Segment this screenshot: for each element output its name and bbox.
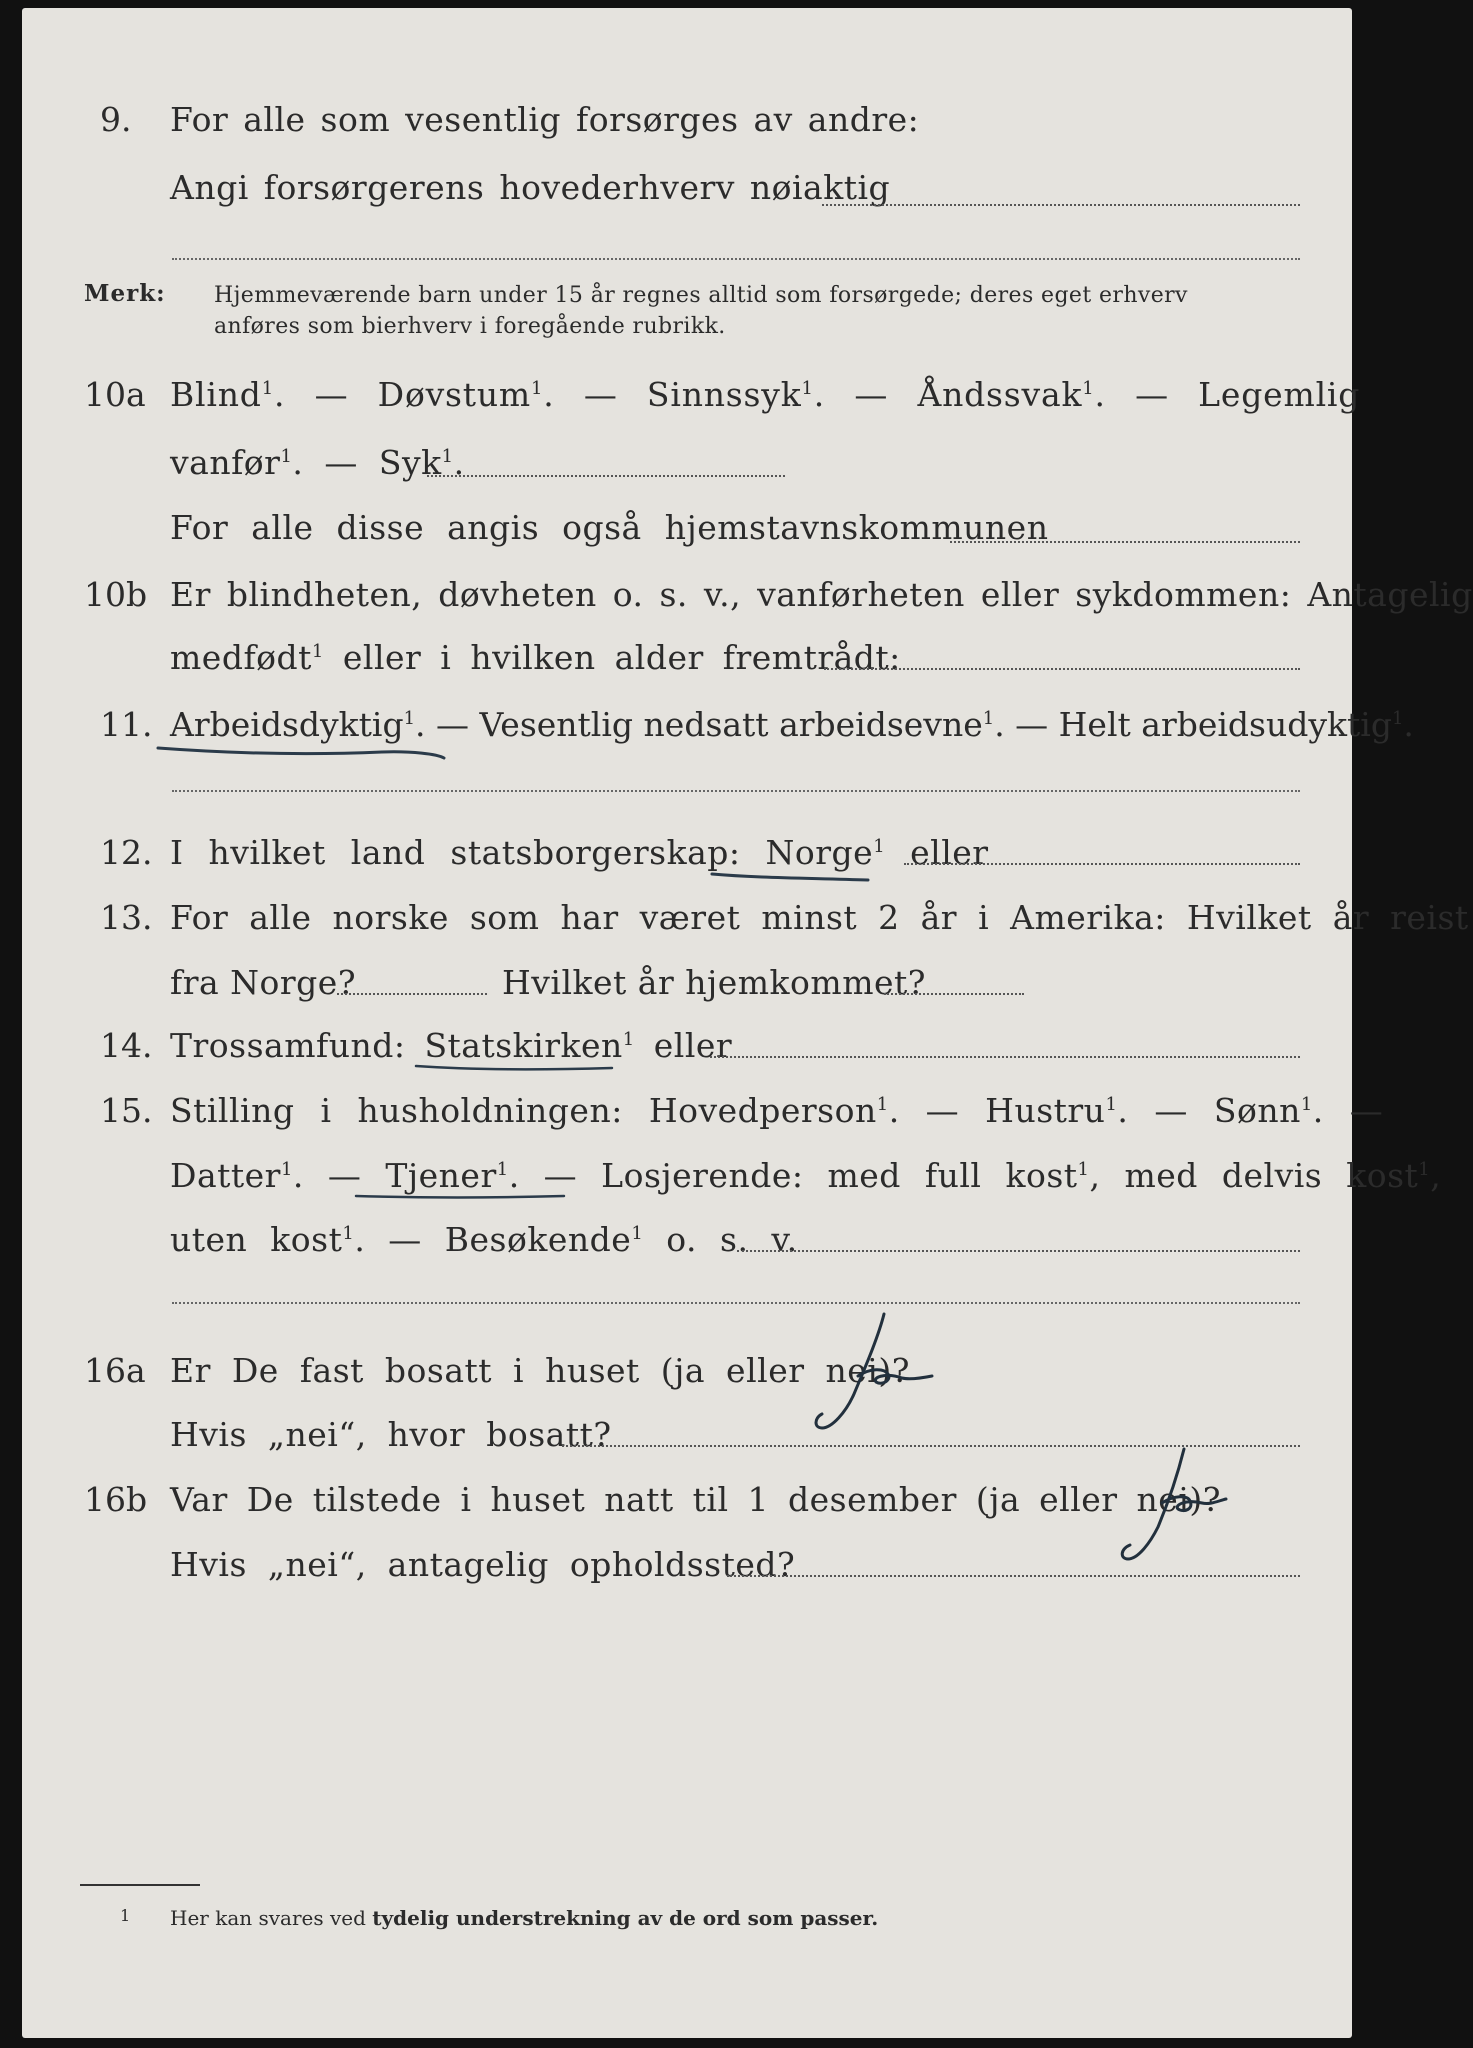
text: , med delvis kost bbox=[1089, 1156, 1419, 1195]
q16b-number: 16b bbox=[84, 1480, 148, 1519]
q12-line bbox=[170, 833, 989, 872]
footnote-ref: 1 bbox=[311, 641, 324, 662]
text: o. s. v. bbox=[643, 1220, 798, 1259]
footnote-ref: 1 bbox=[441, 446, 454, 467]
q14-trossamfund-field[interactable] bbox=[710, 1056, 1300, 1058]
q16b-line1: Var De tilstede i huset natt til 1 desember (ja eller nei)? bbox=[170, 1480, 1221, 1519]
q12-number: 12. bbox=[100, 833, 153, 872]
footnote-ref: 1 bbox=[496, 1159, 509, 1180]
text: Blind bbox=[170, 375, 262, 414]
q15-line1 bbox=[170, 1091, 1383, 1130]
q9-line2: Angi forsørgerens hovederhverv nøiaktig bbox=[170, 168, 891, 207]
q16a-number: 16a bbox=[84, 1351, 146, 1390]
text: . — Vesentlig nedsatt arbeidsevne bbox=[415, 705, 983, 744]
q13-number: 13. bbox=[100, 898, 153, 937]
q16a-line2: Hvis „nei“, hvor bosatt? bbox=[170, 1415, 612, 1454]
merk-line1: Hjemmeværende barn under 15 år regnes alltid som forsørgede; deres eget erhverv bbox=[214, 283, 1188, 308]
q10b-line1: Er blindheten, døvheten o. s. v., vanførheten eller sykdommen: Antagelig bbox=[170, 575, 1473, 614]
text: . bbox=[453, 443, 465, 482]
footnote-divider bbox=[80, 1884, 200, 1886]
text: uten kost bbox=[170, 1220, 343, 1259]
footnote-ref: 1 bbox=[876, 1094, 889, 1115]
q13-reist-field[interactable] bbox=[337, 993, 487, 995]
q10a-line3: For alle disse angis også hjemstavnskommunen bbox=[170, 508, 1049, 547]
q10b-number: 10b bbox=[84, 575, 148, 614]
text: . — Tjener bbox=[292, 1156, 497, 1195]
text: . — Legemlig bbox=[1094, 375, 1361, 414]
text: Stilling i husholdningen: Hovedperson bbox=[170, 1091, 877, 1130]
footnote-ref: 1 bbox=[1105, 1094, 1118, 1115]
text: . — bbox=[1312, 1091, 1384, 1130]
q16a-line1: Er De fast bosatt i huset (ja eller nei)? bbox=[170, 1351, 910, 1390]
q11-answer-field[interactable] bbox=[172, 790, 1300, 792]
text: . — Sønn bbox=[1117, 1091, 1301, 1130]
q10b-answer-field[interactable] bbox=[824, 668, 1300, 670]
text: , bbox=[1430, 1156, 1442, 1195]
text: vanfør bbox=[170, 443, 281, 482]
q10a-line1 bbox=[170, 375, 1360, 414]
text: . — Sinnssyk bbox=[543, 375, 802, 414]
footnote-ref: 1 bbox=[1082, 378, 1095, 399]
footnote-ref: 1 bbox=[1391, 708, 1404, 729]
text: . — Losjerende: med full kost bbox=[508, 1156, 1078, 1195]
text: medfødt bbox=[170, 638, 312, 677]
q16b-opholdssted-field[interactable] bbox=[727, 1575, 1300, 1577]
q9-answer-field-2[interactable] bbox=[172, 258, 1300, 260]
text: eller bbox=[885, 833, 989, 872]
q15-answer-field[interactable] bbox=[737, 1250, 1300, 1252]
q14-underline-mark bbox=[412, 1058, 622, 1078]
q10a-syk-field[interactable] bbox=[427, 475, 785, 477]
q15-underline-mark bbox=[352, 1188, 572, 1208]
q13-hjemkommet-field[interactable] bbox=[884, 993, 1024, 995]
footnote-text bbox=[170, 1906, 878, 1930]
q13-line2a: fra Norge? bbox=[170, 963, 357, 1002]
footnote-ref: 1 bbox=[982, 708, 995, 729]
q16a-handwritten-answer bbox=[792, 1308, 962, 1438]
text: . — Helt arbeidsudyktig bbox=[994, 705, 1392, 744]
text: Datter bbox=[170, 1156, 281, 1195]
q16b-handwritten-answer bbox=[1102, 1443, 1252, 1573]
footnote-ref: 1 bbox=[1300, 1094, 1313, 1115]
q10a-line2 bbox=[170, 443, 465, 482]
footnote-ref: 1 bbox=[531, 378, 544, 399]
text: eller i hvilken alder fremtrådt: bbox=[323, 638, 901, 677]
q10b-line2 bbox=[170, 638, 901, 677]
footnote-ref: 1 bbox=[280, 1159, 293, 1180]
text: Arbeidsdyktig bbox=[170, 705, 404, 744]
footnote-ref: 1 bbox=[403, 708, 416, 729]
text: Trossamfund: Statskirken bbox=[170, 1026, 623, 1065]
census-form-page bbox=[22, 8, 1473, 2038]
q14-number: 14. bbox=[100, 1026, 153, 1065]
q16b-line2: Hvis „nei“, antagelig opholdssted? bbox=[170, 1545, 796, 1584]
text: . — Døvstum bbox=[274, 375, 531, 414]
q9-answer-field[interactable] bbox=[822, 204, 1300, 206]
q15-line3 bbox=[170, 1220, 798, 1259]
q9-number: 9. bbox=[100, 100, 132, 139]
q13-line2b: Hvilket år hjemkommet? bbox=[502, 963, 926, 1002]
merk-line2: anføres som bierhverv i foregående rubrikk. bbox=[214, 314, 726, 339]
q15-answer-field-2[interactable] bbox=[172, 1302, 1300, 1304]
footnote-ref: 1 bbox=[631, 1223, 644, 1244]
q10a-hjemstavn-field[interactable] bbox=[950, 541, 1300, 543]
footnote-ref: 1 bbox=[801, 378, 814, 399]
footnote-ref: 1 bbox=[622, 1029, 635, 1050]
q12-country-field[interactable] bbox=[904, 863, 1300, 865]
footnote-ref: 1 bbox=[261, 378, 275, 399]
q10a-number: 10a bbox=[84, 375, 146, 414]
text: . — Besøkende bbox=[354, 1220, 632, 1259]
q9-line1: For alle som vesentlig forsørges av andre: bbox=[170, 100, 920, 139]
q15-number: 15. bbox=[100, 1091, 153, 1130]
text: . bbox=[1403, 705, 1414, 744]
footnote-ref: 1 bbox=[280, 446, 293, 467]
text: eller bbox=[634, 1026, 733, 1065]
footnote-text-plain: Her kan svares ved bbox=[170, 1906, 373, 1930]
q12-underline-mark bbox=[708, 868, 878, 888]
text: . — Hustru bbox=[888, 1091, 1106, 1130]
footnote-ref: 1 bbox=[1418, 1159, 1431, 1180]
footnote-text-bold: tydelig understrekning av de ord som passer. bbox=[372, 1906, 879, 1930]
text: . — Syk bbox=[292, 443, 442, 482]
footnote-ref: 1 bbox=[1077, 1159, 1090, 1180]
q11-underline-mark bbox=[152, 738, 452, 768]
merk-label: Merk: bbox=[84, 280, 166, 307]
text: I hvilket land statsborgerskap: Norge bbox=[170, 833, 874, 872]
footnote-mark: 1 bbox=[120, 1906, 131, 1925]
footnote-ref: 1 bbox=[873, 836, 886, 857]
q11-number: 11. bbox=[100, 705, 153, 744]
text: . — Åndssvak bbox=[813, 375, 1083, 414]
q13-line1: For alle norske som har været minst 2 år i Amerika: Hvilket år reist bbox=[170, 898, 1469, 937]
footnote-ref: 1 bbox=[342, 1223, 355, 1244]
